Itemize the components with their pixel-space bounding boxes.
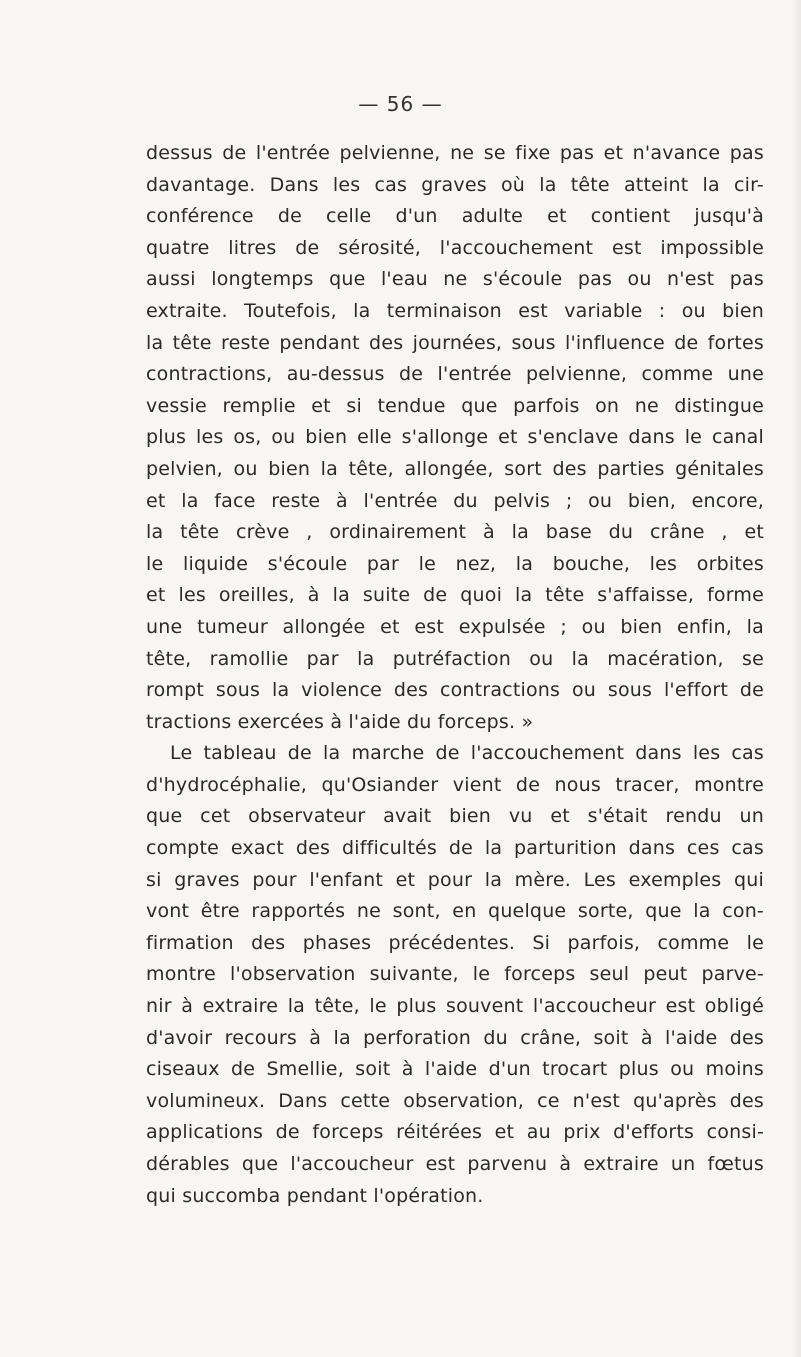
text-line: dérables que l'accoucheur est parvenu à extraire un fœtus [146, 1153, 764, 1175]
text-line: extraite. Toutefois, la terminaison est variable : ou bien [146, 299, 764, 322]
text-line: tête, ramollie par la putréfaction ou la macération, se [146, 647, 764, 670]
page-number: — 56 — [358, 92, 443, 116]
text-line: et la face reste à l'entrée du pelvis ; ou bien, encore, [146, 489, 764, 512]
text-line: compte exact des difficultés de la parturition dans ces cas [146, 837, 764, 860]
text-line: une tumeur allongée et est expulsée ; ou bien enfin, la [146, 615, 764, 638]
text-line: tractions exercées à l'aide du forceps. » [146, 710, 534, 733]
text-line: contractions, au-dessus de l'entrée pelvienne, comme une [146, 363, 764, 386]
text-line: applications de forceps réitérées et au prix d'efforts consi- [146, 1121, 764, 1144]
body-text [146, 138, 764, 1212]
text-line: la tête crève , ordinairement à la base du crâne , et [146, 521, 764, 544]
text-line: vont être rapportés ne sont, en quelque sorte, que la con- [146, 900, 764, 923]
text-line: vessie remplie et si tendue que parfois on ne distingue [146, 394, 764, 417]
text-line: qui succomba pendant l'opération. [146, 1184, 484, 1207]
text-line: plus les os, ou bien elle s'allonge et s'enclave dans le canal [146, 426, 764, 449]
text-line: ciseaux de Smellie, soit à l'aide d'un trocart plus ou moins [146, 1058, 764, 1081]
text-line: la tête reste pendant des journées, sous l'influence de fortes [146, 331, 764, 354]
text-line: pelvien, ou bien la tête, allongée, sort des parties génitales [146, 457, 764, 480]
text-line: et les oreilles, à la suite de quoi la tête s'affaisse, forme [146, 584, 764, 607]
text-line: conférence de celle d'un adulte et contient jusqu'à [146, 205, 764, 228]
text-line: d'hydrocéphalie, qu'Osiander vient de nous tracer, montre [146, 773, 764, 796]
text-line: quatre litres de sérosité, l'accouchement est impossible [146, 236, 764, 259]
paragraph-start-line: Le tableau de la marche de l'accouchement dans les cas [170, 742, 764, 765]
text-line: aussi longtemps que l'eau ne s'écoule pas ou n'est pas [146, 268, 764, 291]
text-line: montre l'observation suivante, le forceps seul peut parve- [146, 963, 764, 986]
text-line: rompt sous la violence des contractions ou sous l'effort de [146, 679, 764, 702]
text-line: si graves pour l'enfant et pour la mère. Les exemples qui [146, 868, 764, 891]
text-line: que cet observateur avait bien vu et s'était rendu un [146, 805, 764, 828]
text-line: volumineux. Dans cette observation, ce n'est qu'après des [146, 1089, 764, 1112]
text-line: nir à extraire la tête, le plus souvent l'accoucheur est obligé [146, 995, 764, 1018]
text-line: d'avoir recours à la perforation du crâne, soit à l'aide des [146, 1026, 764, 1049]
text-line: firmation des phases précédentes. Si parfois, comme le [146, 931, 764, 954]
text-line: dessus de l'entrée pelvienne, ne se fixe pas et n'avance pas [146, 142, 764, 164]
page-edge-shadow [791, 0, 801, 1357]
text-line: le liquide s'écoule par le nez, la bouche, les orbites [146, 552, 764, 575]
text-line: davantage. Dans les cas graves où la tête atteint la cir- [146, 173, 764, 196]
